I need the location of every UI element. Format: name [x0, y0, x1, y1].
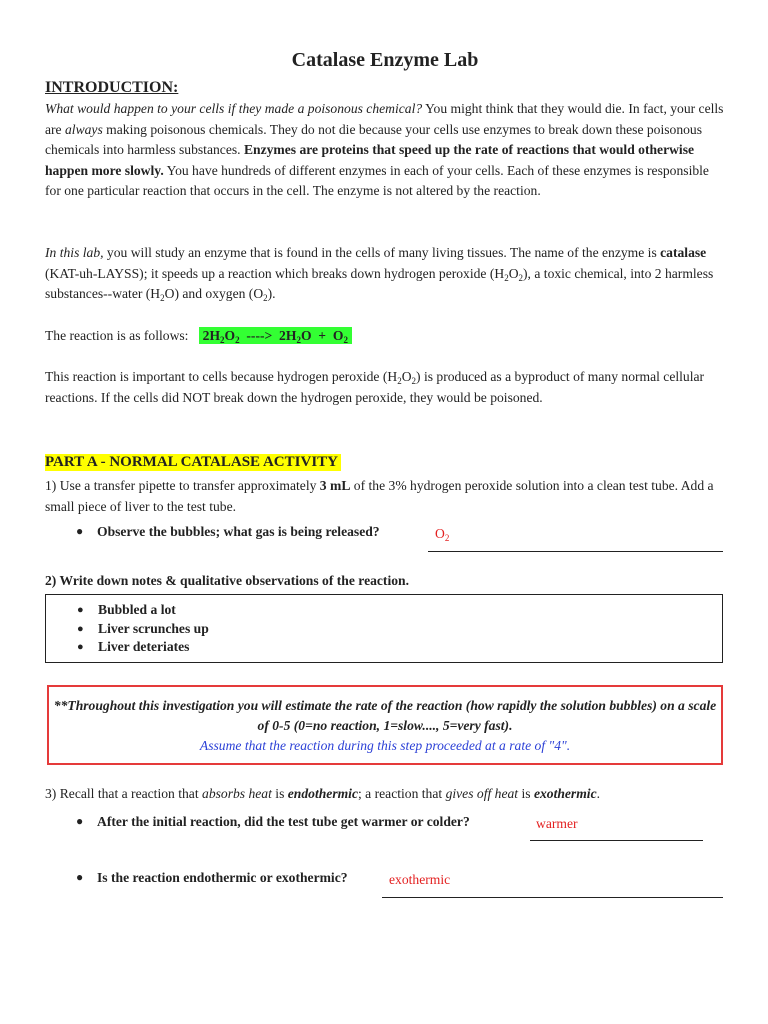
observation-item: ● Bubbled a lot: [98, 601, 722, 620]
temperature-answer-line: [530, 840, 703, 841]
subscript: 2: [263, 293, 268, 304]
reaction-type-answer[interactable]: exothermic: [389, 872, 451, 887]
intro-text: You might think that they would die. In fact, your cells are: [45, 101, 724, 137]
step-3-text: is: [518, 786, 534, 801]
step-3-text: 3) Recall that a reaction that: [45, 786, 203, 801]
gas-question-row: [45, 524, 725, 546]
intro-text: This reaction is important to cells because hydrogen peroxide (H: [45, 369, 398, 384]
step-1-text: of the 3% hydrogen peroxide solution into a clean test tube. Add a small piece of liver to the test tube.: [45, 478, 714, 514]
observations-box[interactable]: [45, 594, 723, 663]
intro-lab-lead: In this lab,: [45, 245, 104, 260]
rate-scale-callout: [47, 685, 723, 765]
subscript: 2: [411, 376, 417, 386]
intro-text: O: [401, 369, 412, 384]
temperature-question: After the initial reaction, did the test tube get warmer or colder?: [97, 814, 470, 829]
temperature-question-row: [45, 814, 725, 836]
intro-paragraph-2: [45, 243, 725, 305]
gas-answer-line: [428, 551, 723, 552]
intro-text: ).: [267, 286, 276, 302]
subscript: 2: [397, 376, 402, 386]
intro-heading: INTRODUCTION:: [45, 79, 179, 96]
observation-item: ● Liver deteriates: [98, 638, 722, 657]
step-2-heading: 2) Write down notes & qualitative observations of the reaction.: [45, 573, 409, 588]
intro-text: You have hundreds of different enzymes in each of your cells. Each of these enzymes is responsible for one particular reaction that occurs in the cell. The enzyme is not altered by the reaction.: [45, 162, 709, 199]
intro-question: What would happen to your cells if they made a poisonous chemical?: [45, 101, 423, 116]
gas-question: Observe the bubbles; what gas is being released?: [97, 524, 380, 539]
catalase-term: catalase: [660, 245, 707, 260]
reaction-type-answer-line: [382, 897, 723, 898]
step-3-text: is: [271, 786, 288, 801]
rate-assumption: Assume that the reaction during this step proceeded at a rate of "4".: [199, 738, 571, 753]
page-title: Catalase Enzyme Lab: [291, 49, 479, 71]
reaction-line: [45, 326, 725, 347]
subscript: 2: [504, 272, 509, 283]
step-1-volume: 3 mL: [319, 478, 351, 493]
intro-text: ), a toxic chemical, into 2 harmless substances--water (H: [45, 265, 714, 302]
bullet-icon: ●: [76, 524, 84, 538]
intro-text: making poisonous chemicals. They do not die because your cells use enzymes to break down these poisonous chemicals into harmless substances.: [45, 121, 703, 158]
intro-paragraph-1: [45, 99, 725, 202]
step-3-text: ; a reaction that: [358, 786, 446, 801]
intro-text: (KAT-uh-LAYSS); it speeds up a reaction which breaks down hydrogen peroxide (H: [45, 265, 505, 281]
bullet-icon: ●: [76, 814, 84, 828]
step-3-text: .: [596, 786, 601, 801]
bullet-icon: ●: [76, 870, 84, 884]
subscript: 2: [518, 272, 524, 283]
step-3-gives: gives off heat: [445, 786, 519, 801]
step-3: [45, 784, 725, 805]
gas-answer[interactable]: $O_2$: [435, 526, 450, 543]
reaction-type-question: Is the reaction endothermic or exothermic?: [97, 870, 348, 885]
exothermic-term: exothermic: [533, 786, 597, 801]
reaction-formula: $2H_2O_2$ ----> $2H_2O + O_2$: [199, 327, 352, 344]
step-1: [45, 476, 725, 517]
part-a-heading: PART A - NORMAL CATALASE ACTIVITY: [45, 454, 341, 471]
intro-text: you will study an enzyme that is found in the cells of many living tissues. The name of the enzyme is: [103, 245, 661, 260]
intro-paragraph-3: [45, 367, 725, 408]
reaction-type-question-row: [45, 870, 725, 892]
intro-enzyme-definition: Enzymes are proteins that speed up the rate of reactions that would otherwise happen more slowly.: [45, 142, 695, 178]
rate-scale-instructions: **Throughout this investigation you will estimate the rate of the reaction (how rapidly the solution bubbles) on a scale of 0-5 (0=no reaction, 1=slow...., 5=very fast).: [53, 698, 717, 733]
intro-text: O: [508, 265, 519, 281]
step-3-absorbs: absorbs heat: [202, 786, 272, 801]
intro-text: O) and oxygen (O: [164, 286, 264, 302]
observations-list: [46, 595, 722, 657]
intro-text: ) is produced as a byproduct of many normal cellular reactions. If the cells did NOT break down the hydrogen peroxide, they would be poisoned.: [45, 369, 705, 405]
reaction-label: The reaction is as follows:: [45, 328, 189, 343]
subscript: 2: [160, 293, 165, 304]
endothermic-term: endothermic: [287, 786, 358, 801]
step-1-text: 1) Use a transfer pipette to transfer approximately: [45, 478, 320, 493]
intro-always: always: [65, 121, 103, 137]
observation-item: ● Liver scrunches up: [98, 620, 722, 639]
temperature-answer[interactable]: warmer: [536, 816, 578, 831]
